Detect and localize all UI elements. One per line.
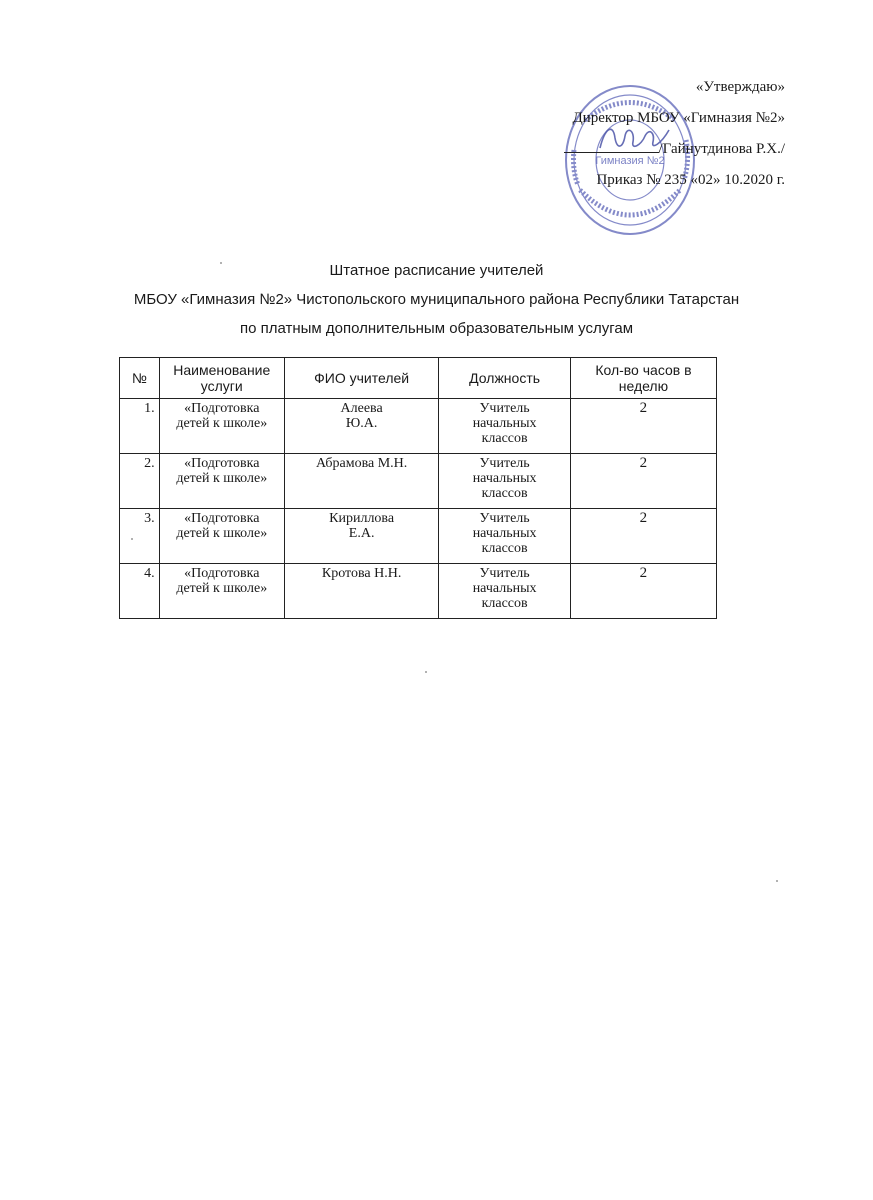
header-hours: Кол-во часов в неделю: [570, 358, 716, 399]
director-signature-line: [455, 134, 785, 165]
scan-speck: [220, 262, 222, 264]
order-reference: Приказ № 235 «02» 10.2020 г.: [596, 172, 785, 188]
table-row: [120, 509, 717, 564]
table-row: [120, 399, 717, 454]
row-service: «Подготовка детей к школе»: [159, 509, 284, 564]
scan-speck: [131, 538, 133, 540]
director-name: /Гайнутдинова Р.Х./: [658, 141, 785, 157]
title-line-3: по платным дополнительным образовательным услугам: [239, 320, 634, 337]
approval-block: [455, 72, 785, 196]
row-number: 3.: [120, 509, 160, 564]
row-position: Учитель начальных классов: [439, 399, 571, 454]
title-line-1: Штатное расписание учителей: [329, 262, 544, 279]
header-service: Наименование услуги: [159, 358, 284, 399]
row-teacher: Алеева Ю.А.: [284, 399, 438, 454]
row-service: «Подготовка детей к школе»: [159, 564, 284, 619]
row-position: Учитель начальных классов: [439, 454, 571, 509]
document-title: [0, 256, 873, 343]
director-title: Директор МБОУ «Гимназия №2»: [572, 110, 785, 126]
staff-schedule-table: [119, 357, 717, 619]
table-header-row: [120, 358, 717, 399]
header-teacher: ФИО учителей: [284, 358, 438, 399]
row-number: 1.: [120, 399, 160, 454]
row-hours: 2: [570, 454, 716, 509]
row-teacher: Кириллова Е.А.: [284, 509, 438, 564]
table-row: [120, 454, 717, 509]
row-service: «Подготовка детей к школе»: [159, 454, 284, 509]
row-hours: 2: [570, 564, 716, 619]
scan-speck: [776, 880, 778, 882]
row-position: Учитель начальных классов: [439, 564, 571, 619]
scan-speck: [425, 671, 427, 673]
row-teacher: Кротова Н.Н.: [284, 564, 438, 619]
signature-underline: [564, 138, 659, 153]
row-hours: 2: [570, 399, 716, 454]
row-number: 2.: [120, 454, 160, 509]
approval-heading: «Утверждаю»: [695, 79, 785, 95]
table-row: [120, 564, 717, 619]
row-service: «Подготовка детей к школе»: [159, 399, 284, 454]
header-position: Должность: [439, 358, 571, 399]
header-number: №: [120, 358, 160, 399]
row-teacher: Абрамова М.Н.: [284, 454, 438, 509]
row-hours: 2: [570, 509, 716, 564]
row-number: 4.: [120, 564, 160, 619]
stamp-text: Гимназия №2: [595, 155, 665, 167]
row-position: Учитель начальных классов: [439, 509, 571, 564]
title-line-2: МБОУ «Гимназия №2» Чистопольского муниципального района Республики Татарстан: [133, 291, 740, 308]
